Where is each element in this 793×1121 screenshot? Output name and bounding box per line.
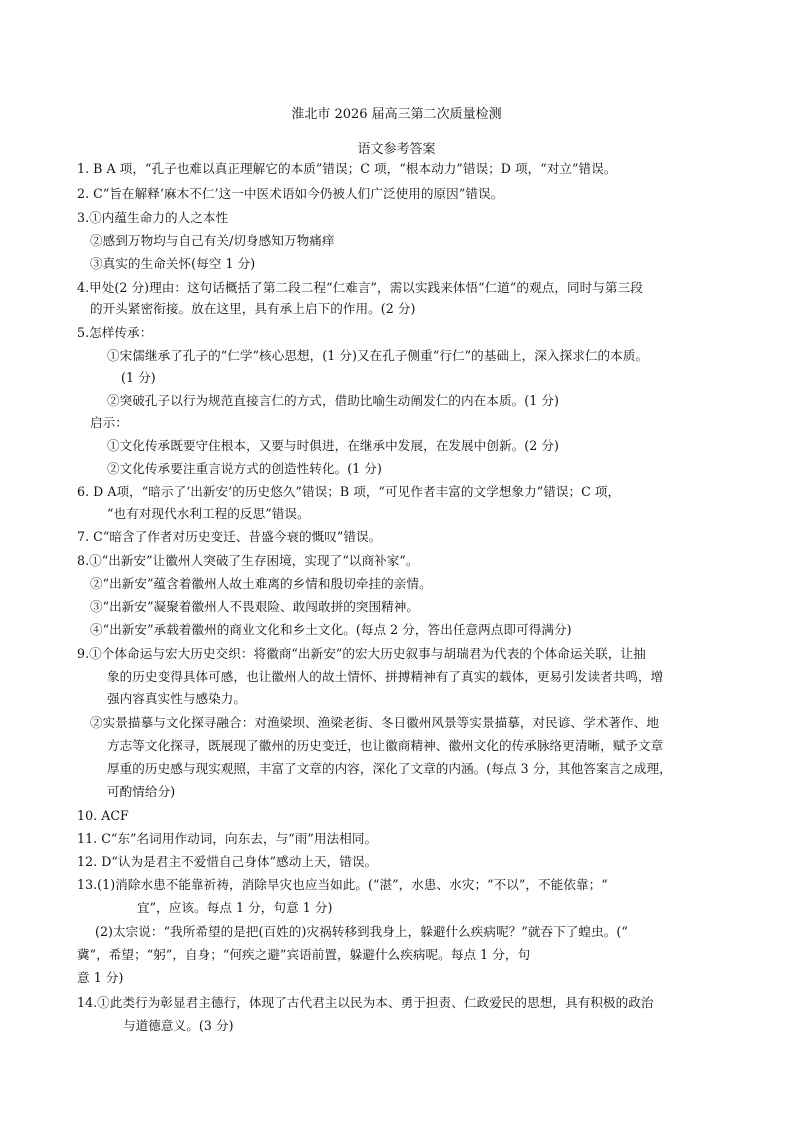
answer-line-8-2: ②“出新安”蕴含着徽州人故土难离的乡情和殷切牵挂的亲情。 (90, 576, 432, 591)
document-subtitle: 语文参考答案 (357, 142, 436, 157)
answer-line-8-3: ③“出新安”凝聚着徽州人不畏艰险、敢闯敢拼的突围精神。 (90, 599, 420, 614)
answer-line-13-1-cont: 宜”，应该。每点 1 分，句意 1 分) (137, 900, 333, 915)
answer-line-13-2-end: 意 1 分) (77, 970, 124, 985)
answer-line-5-1: ①宋儒继承了孔子的“仁学”核心思想，(1 分)又在孔子侧重“行仁”的基础上，深入探求仁的本质。 (107, 348, 649, 363)
answer-line-6-cont: “也有对现代水利工程的反思”错误。 (107, 506, 310, 521)
answer-line-13-2: (2)太宗说：“我所希望的是把(百姓的)灾祸转移到我身上，躲避什么疾病呢？”就吞下了蝗虫。(“ (95, 924, 628, 939)
answer-line-11: 11. C“东”名词用作动词，向东去，与“雨”用法相同。 (77, 831, 378, 846)
answer-line-3-2: ②感到万物均与自己有关/切身感知万物痛痒 (90, 233, 335, 248)
answer-line-5-insight-2: ②文化传承要注重言说方式的创造性转化。(1 分) (107, 461, 382, 476)
answer-line-9-1-cont-a: 象的历史变得具体可感，也让徽州人的故土情怀、拼搏精神有了真实的载体，更易引发读者共鸣，增 (107, 669, 664, 684)
answer-line-3: 3.①内蕴生命力的人之本性 (77, 210, 229, 225)
answer-line-10: 10. ACF (77, 808, 129, 823)
answer-line-5-insight: 启示： (90, 415, 128, 430)
answer-line-9-1-cont-b: 强内容真实性与感染力。 (107, 691, 247, 706)
answer-line-4-cont: 的开头紧密衔接。放在这里，具有承上启下的作用。(2 分) (90, 301, 416, 316)
answer-line-9-2-cont-a: 方志等文化探寻，既展现了徽州的历史变迁，也让徽商精神、徽州文化的传承脉络更清晰，赋予文章 (107, 738, 664, 753)
answer-line-4: 4.甲处(2 分)理由：这句话概括了第二段二程“仁难言”，需以实践来体悟“仁道”的观点，同时与第三段 (77, 280, 643, 295)
answer-line-14-cont: 与道德意义。(3 分) (123, 1018, 234, 1033)
answer-line-3-3: ③真实的生命关怀(每空 1 分) (90, 256, 256, 271)
answer-line-5-1-cont: (1 分) (121, 370, 156, 385)
answer-line-12: 12. D“认为是君主不爱惜自己身体”感动上天，错误。 (77, 854, 378, 869)
answer-line-5: 5.怎样传承： (77, 325, 153, 340)
answer-line-8-4: ④“出新安”承载着徽州的商业文化和乡土文化。(每点 2 分，答出任意两点即可得满分) (90, 622, 572, 637)
answer-line-6: 6. D A项，“暗示了‘出新安’的历史悠久”错误；B 项，“可见作者丰富的文学想象力”错误；C 项， (77, 484, 621, 499)
answer-line-13-1: 13.(1)消除水患不能靠祈祷，消除旱灾也应当如此。(“湛”，水患、水灾；“不以”，不能依靠；“ (77, 877, 608, 892)
document-title: 淮北市 2026 届高三第二次质量检测 (291, 107, 502, 122)
answer-line-9-2-cont-c: 可酌情给分) (107, 784, 176, 799)
answer-line-9: 9.①个体命运与宏大历史交织：将徽商“出新安”的宏大历史叙事与胡瑞君为代表的个体命运关联，让抽 (77, 646, 646, 661)
answer-line-13-2-cont: 冀”，希望；“躬”，自身；“何疾之避”宾语前置，躲避什么疾病呢。每点 1 分，句 (77, 947, 531, 962)
answer-line-2: 2. C“旨在解释‘麻木不仁’这一中医术语如今仍被人们广泛使用的原因”错误。 (77, 186, 504, 201)
answer-line-9-2-cont-b: 厚重的历史感与现实观照，丰富了文章的内容，深化了文章的内涵。(每点 3 分，其他答案言之成理， (107, 761, 672, 776)
answer-line-9-2: ②实景描摹与文化探寻融合：对渔梁坝、渔梁老街、冬日徽州风景等实景描摹，对民谚、学术著作、地 (90, 715, 659, 730)
answer-line-14: 14.①此类行为彰显君主德行，体现了古代君主以民为本、勇于担责、仁政爱民的思想，具有积极的政治 (77, 995, 654, 1010)
answer-line-5-2: ②突破孔子以行为规范直接言仁的方式，借助比喻生动阐发仁的内在本质。(1 分) (107, 393, 559, 408)
answer-line-5-insight-1: ①文化传承既要守住根本，又要与时俱进，在继承中发展，在发展中创新。(2 分) (107, 438, 559, 453)
answer-line-1: 1. B A 项，“孔子也难以真正理解它的本质”错误；C 项，“根本动力”错误；D 项，“对立”错误。 (77, 161, 617, 176)
answer-line-8: 8.①“出新安”让徽州人突破了生存困境，实现了“以商补家”。 (77, 553, 419, 568)
answer-line-7: 7. C“暗含了作者对历史变迁、昔盛今衰的慨叹”错误。 (77, 529, 382, 544)
